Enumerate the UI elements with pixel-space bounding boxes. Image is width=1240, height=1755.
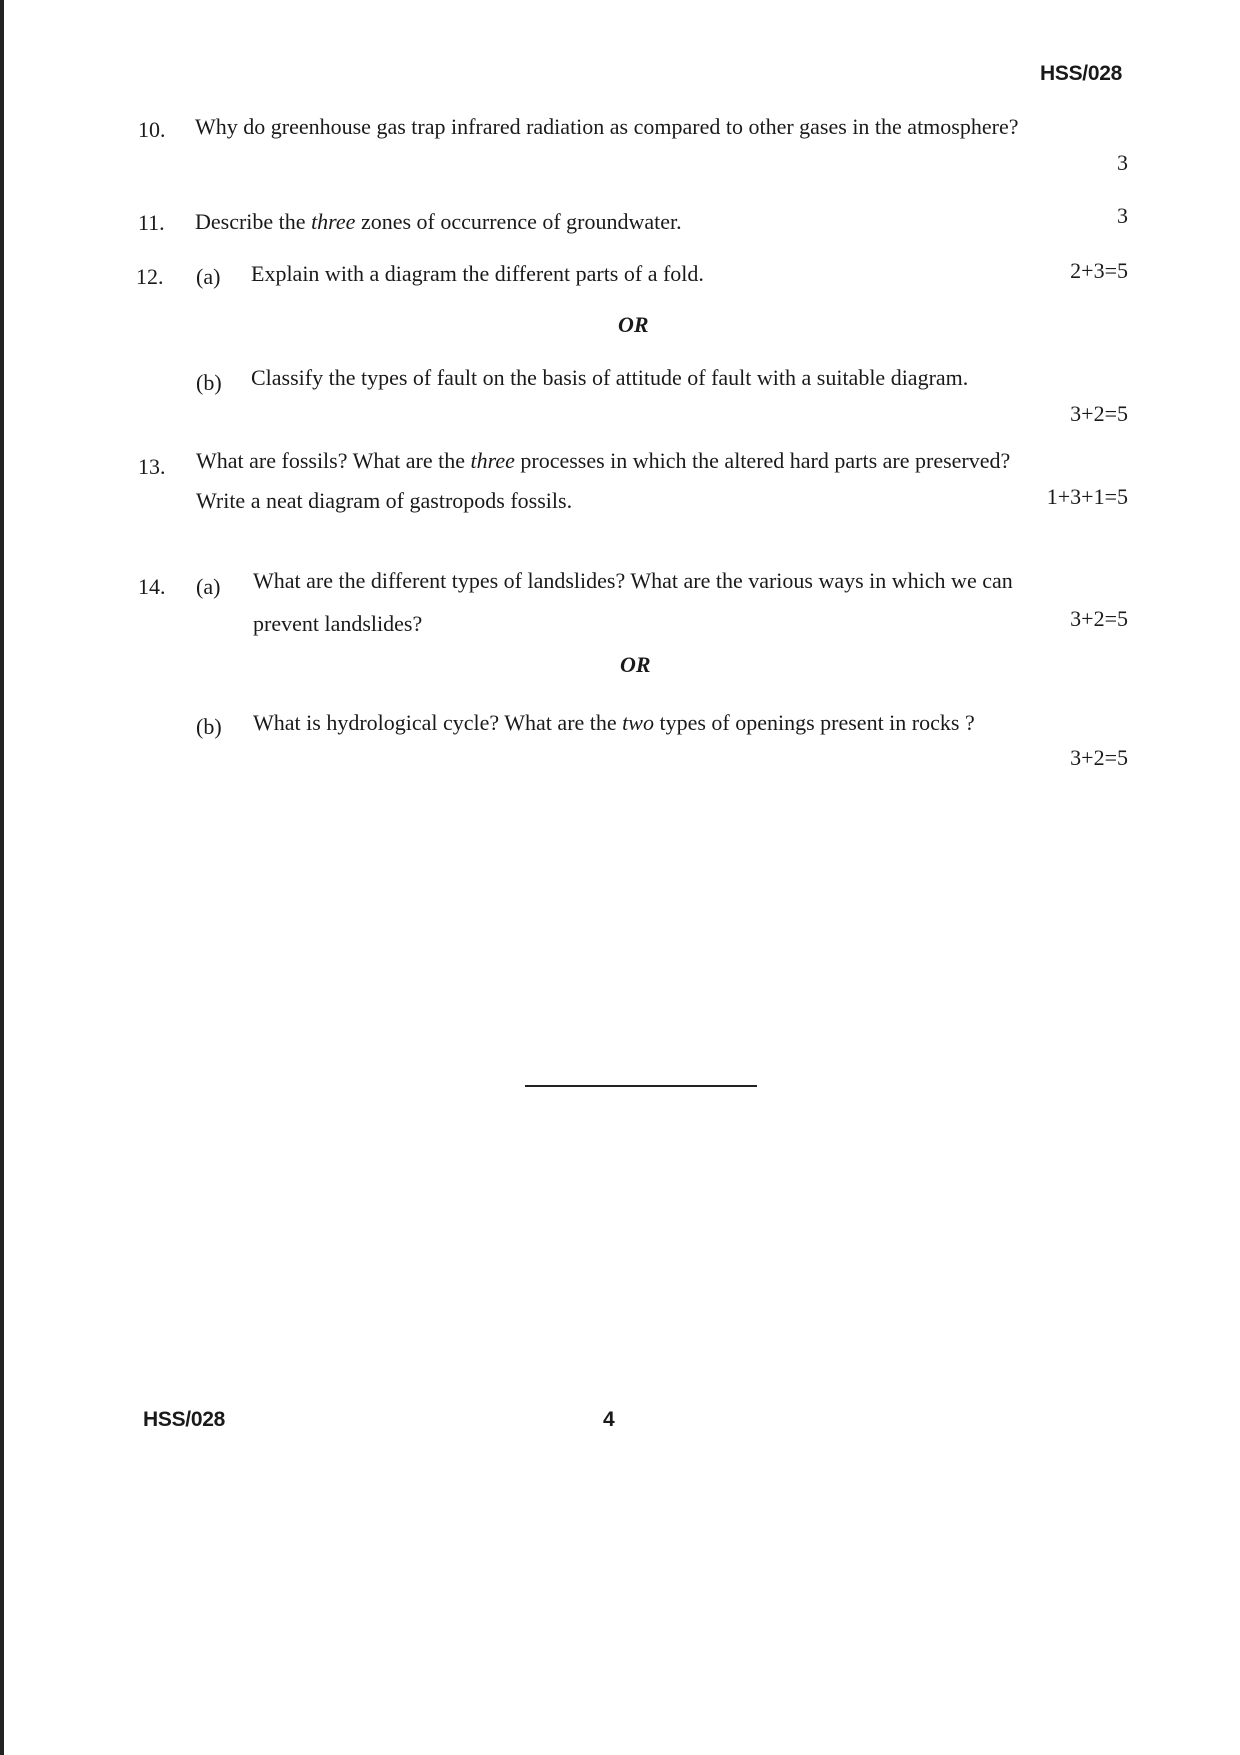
text-run: zones of occurrence of groundwater. xyxy=(355,209,682,234)
text-run: Write a neat diagram of gastropods fossils. xyxy=(196,488,573,513)
part-label: (b) xyxy=(196,714,222,739)
emphasis-text: three xyxy=(311,209,356,234)
emphasis-text: three xyxy=(470,448,515,473)
text-run: Explain with a diagram the different parts of a fold. xyxy=(251,261,704,286)
question-text xyxy=(195,209,682,235)
question-text xyxy=(253,611,422,637)
question-marks: 2+3=5 xyxy=(1070,258,1128,283)
text-run: Why do greenhouse gas trap infrared radiation as compared to other gases in the atmosphere? xyxy=(195,114,1019,139)
end-of-paper-rule xyxy=(525,1085,757,1087)
question-marks: 3+2=5 xyxy=(1070,606,1128,631)
text-run: What are the different types of landslides? What are the various ways in which we can xyxy=(253,568,1013,593)
part-label: (b) xyxy=(196,370,222,395)
question-marks: 1+3+1=5 xyxy=(1046,484,1128,509)
question-text xyxy=(253,710,975,736)
question-marks: 3 xyxy=(1117,150,1128,175)
header-paper-code: HSS/028 xyxy=(1040,62,1122,85)
text-run: What is hydrological cycle? What are the xyxy=(253,710,623,735)
scan-edge xyxy=(0,0,4,1755)
text-run: prevent landslides? xyxy=(253,611,423,636)
question-marks: 3 xyxy=(1117,203,1128,228)
question-text xyxy=(251,365,968,391)
footer-paper-code: HSS/028 xyxy=(143,1408,225,1431)
emphasis-text: two xyxy=(622,710,654,735)
question-number: 12. xyxy=(136,264,164,289)
or-separator: OR xyxy=(620,652,651,677)
question-number: 14. xyxy=(138,574,166,599)
question-text xyxy=(195,114,1018,140)
page-number: 4 xyxy=(603,1408,615,1431)
text-run: What are fossils? What are the xyxy=(196,448,471,473)
text-run: Classify the types of fault on the basis of attitude of fault with a suitable diagram. xyxy=(251,365,969,390)
question-number: 13. xyxy=(138,454,166,479)
or-separator: OR xyxy=(618,312,649,337)
question-text xyxy=(253,568,1013,594)
question-marks: 3+2=5 xyxy=(1070,401,1128,426)
question-text xyxy=(196,448,1010,474)
text-run: types of openings present in rocks ? xyxy=(653,710,975,735)
part-label: (a) xyxy=(196,264,221,289)
question-number: 11. xyxy=(138,210,165,235)
question-text xyxy=(251,261,704,287)
question-marks: 3+2=5 xyxy=(1070,745,1128,770)
text-run: Describe the xyxy=(195,209,312,234)
text-run: processes in which the altered hard parts are preserved? xyxy=(514,448,1011,473)
part-label: (a) xyxy=(196,574,221,599)
question-number: 10. xyxy=(138,117,166,142)
question-text xyxy=(196,488,572,514)
